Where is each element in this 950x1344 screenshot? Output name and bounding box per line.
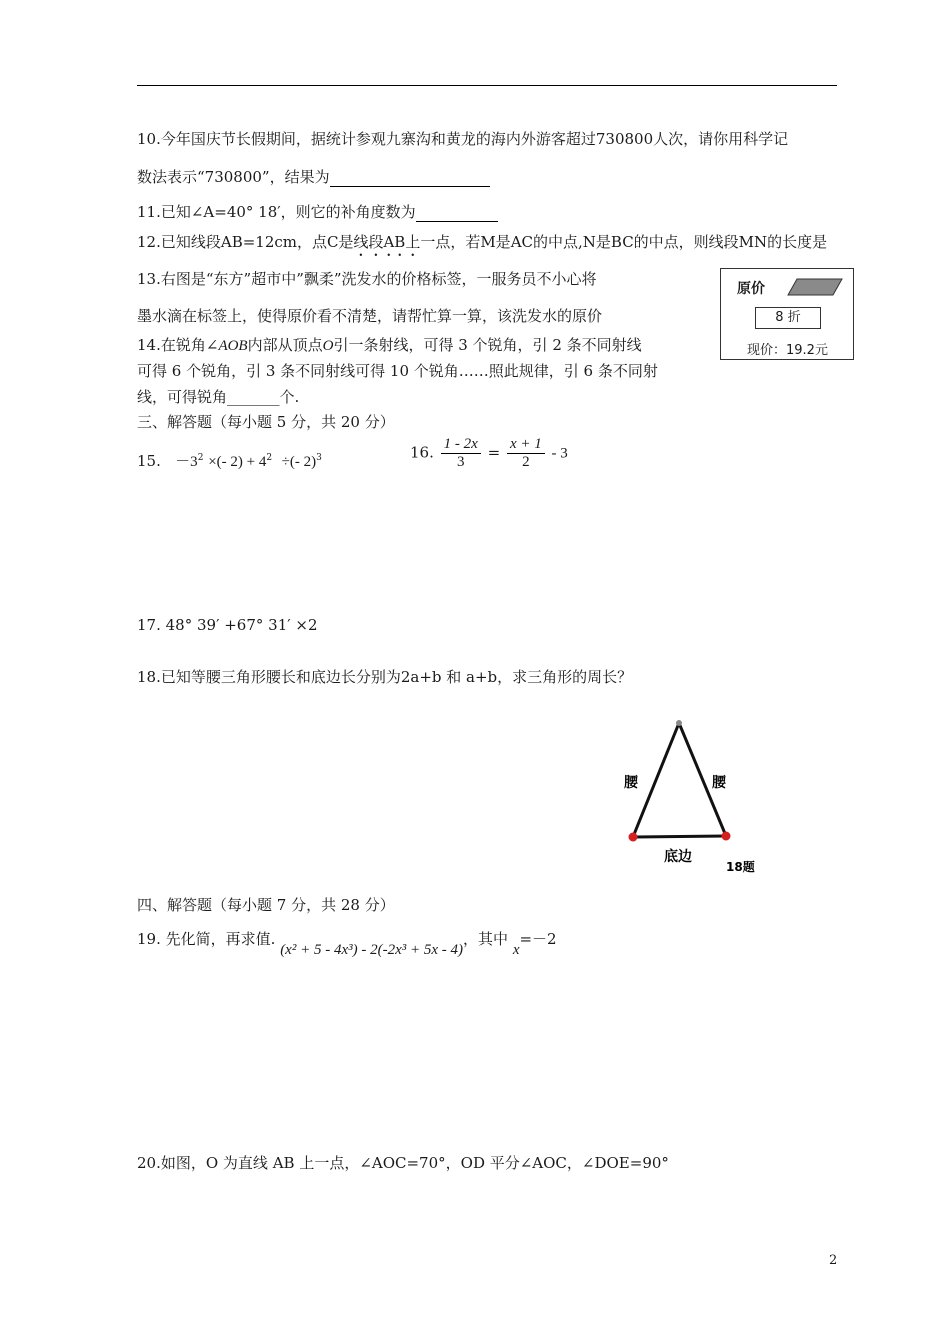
original-price-label: 原价 (737, 281, 765, 297)
question-19: 19. 先化简，再求值. (x² + 5 - 4x³) - 2(-2x³ + 5x - 4)，其中 x=－2 (137, 930, 557, 958)
price-tag (720, 268, 854, 360)
question-14-line2: 可得 6 个锐角，引 3 条不同射线可得 10 个锐角……照此规律，引 6 条不同射 (137, 362, 658, 380)
section-3-heading: 三、解答题（每小题 5 分，共 20 分） (137, 413, 395, 431)
triangle-diagram (610, 715, 770, 880)
question-20: 20.如图，O 为直线 AB 上一点，∠AOC=70°，OD 平分∠AOC，∠DOE=90° (137, 1154, 669, 1172)
section-4-heading: 四、解答题（每小题 7 分，共 28 分） (137, 896, 395, 914)
question-10-line1: 10.今年国庆节长假期间，据统计参观九寨沟和黄龙的海内外游客超过730800人次，请你用科学记 (137, 130, 789, 148)
question-11: 11.已知∠A=40° 18′，则它的补角度数为 (137, 201, 498, 222)
question-13-line1: 13.右图是“东方”超市中”飘柔”洗发水的价格标签，一服务员不小心将 (137, 270, 597, 288)
question-10-line2: 数法表示“730800”，结果为 (137, 166, 490, 187)
current-price: 现价：19.2元 (747, 343, 828, 358)
header-rule (137, 85, 837, 86)
question-18: 18.已知等腰三角形腰长和底边长分别为2a+b 和 a+b，求三角形的周长？ (137, 668, 633, 686)
answer-blank[interactable] (330, 168, 490, 187)
ink-blot-icon (787, 278, 843, 296)
isosceles-triangle-figure (610, 715, 770, 880)
question-12: 12.已知线段AB=12cm，点C是线段AB上一点，若M是AC的中点,N是BC的中点，则线段MN的长度是 (137, 233, 828, 251)
answer-blank[interactable] (416, 203, 498, 222)
base-label: 底边 (664, 849, 692, 865)
question-15: 15. $-3^2$ ×(- $2) + 4^2$ ÷(- 2)$^3$ (137, 452, 322, 470)
question-14-line1: 14.在锐角∠AOB内部从顶点O引一条射线，可得 3 个锐角，引 2 条不同射线 (137, 336, 642, 354)
right-leg-label: 腰 (712, 775, 726, 791)
page-number: 2 (829, 1253, 838, 1268)
left-leg-label: 腰 (624, 775, 638, 791)
question-14-line3: 线，可得锐角_______个. (137, 388, 300, 406)
question-17: 17. 48° 39′ +67° 31′ ×2 (137, 616, 318, 634)
question-13-line2: 墨水滴在标签上，使得原价看不清楚，请帮忙算一算，该洗发水的原价 (137, 307, 603, 325)
figure-caption: 18题 (726, 860, 755, 874)
discount-label: 8 折 (755, 307, 821, 329)
question-16: 16. $\frac{1 - 2x}{3}$ = $\frac{x + 1}{2}$ - 3 (410, 436, 568, 470)
